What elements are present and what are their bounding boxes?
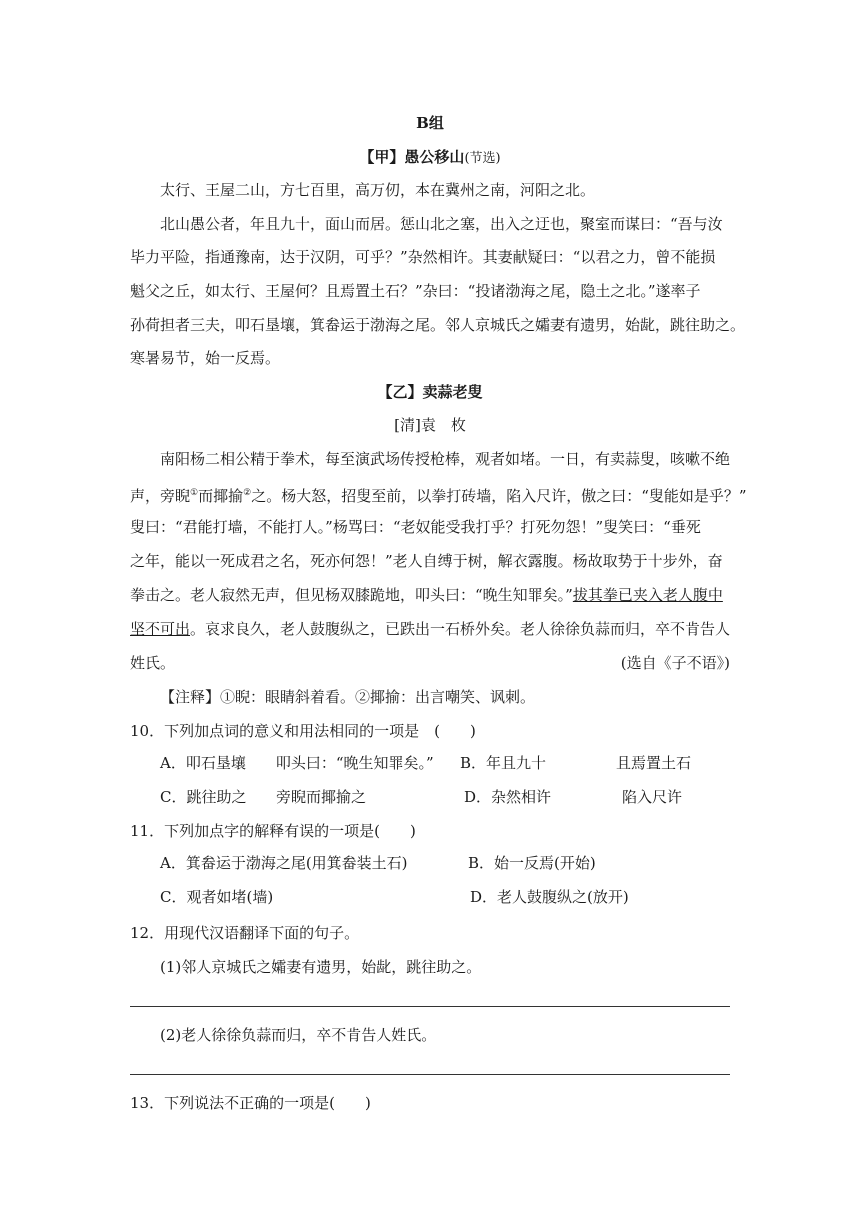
passage-a-p1: 太行、王屋二山，方七百里，高万仞，本在冀州之南，河阳之北。 [160,181,596,199]
text-span: 而揶揄 [198,487,244,505]
passage-a-p2-line1: 北山愚公者，年且九十，面山而居。惩山北之塞，出入之迂也，聚室而谋曰：“吾与汝 [160,215,723,233]
q12-sentence-1: (1)邻人京城氏之孀妻有遗男，始龀，跳往助之。 [160,958,482,976]
q11-option-a: A．箕畚运于渤海之尾(用箕畚装土石) [160,854,408,872]
passage-a-title: 愚公移山 [404,148,465,166]
group-title: B组 [416,114,444,132]
q10-option-b2: 且焉置土石 [616,754,692,772]
q10-option-b1: B．年且九十 [460,754,547,772]
q12-stem: 12．用现代汉语翻译下面的句子。 [130,924,360,942]
underlined-sentence-part1: 拔其拳已夹入老人腹中 [572,586,723,604]
passage-b-line1: 南阳杨二相公精于拳术，每至演武场传授枪棒，观者如堵。一日，有卖蒜叟，咳嗽不绝 [160,450,731,468]
footnote-mark-2: ② [243,488,252,498]
passage-b-title: 卖蒜老叟 [422,383,483,401]
passage-a-bracket: 【甲】 [359,148,405,166]
q10-option-a: A．叩石垦壤 叩头曰：“晚生知罪矣。” [160,754,434,772]
q11-option-d: D．老人鼓腹纵之(放开) [470,888,629,906]
passage-b-line2 [130,482,747,507]
q10-option-d1: D．杂然相许 [464,788,552,806]
q12-sentence-2: (2)老人徐徐负蒜而归，卒不肯告人姓氏。 [160,1026,437,1044]
underlined-sentence-part2: 坚不可出 [130,620,191,638]
footnote-mark-1: ① [190,488,199,498]
passage-a-p2-line2: 毕力平险，指通豫南，达于汉阴，可乎？”杂然相许。其妻献疑曰：“以君之力，曾不能损 [130,248,716,266]
passage-b-bracket: 【乙】 [377,383,423,401]
q11-option-c: C．观者如堵(墙) [160,888,274,906]
text-span: 。哀求良久，老人鼓腹纵之，已跌出一石桥外矣。老人徐徐负蒜而归，卒不肯告人 [190,620,731,638]
text-span: 拳击之。老人寂然无声，但见杨双膝跪地，叩头曰：“晚生知罪矣。” [130,586,573,604]
passage-b-line5 [130,584,730,606]
passage-b-author: [清]袁 枚 [394,416,466,434]
passage-b-line7 [130,652,730,674]
passage-a-p2-line3: 魁父之丘，如太行、王屋何？且焉置土石？”杂曰：“投诸渤海之尾，隐土之北。”遂率子 [130,282,701,300]
answer-line-2[interactable] [130,1074,730,1075]
answer-line-1[interactable] [130,1006,730,1007]
q11-option-b: B．始一反焉(开始) [468,854,596,872]
passage-b-line6 [130,618,730,640]
q10-option-c1: C．跳往助之 [160,788,247,806]
text-span: 姓氏。 [130,654,176,672]
source-citation: (选自《子不语》) [620,654,730,672]
passage-a-p2-line5: 寒暑易节，始一反焉。 [130,349,281,367]
q10-option-c2: 旁睨而揶揄之 [276,788,367,806]
passage-a-note: (节选) [464,151,501,166]
passage-a-p2-line4: 孙荷担者三夫，叩石垦壤，箕畚运于渤海之尾。邻人京城氏之孀妻有遗男，始龀，跳往助之。 [130,316,746,334]
passage-a-heading [130,146,730,170]
q10-stem: 10．下列加点词的意义和用法相同的一项是 ( ) [130,722,476,740]
text-span: 声，旁睨 [130,487,191,505]
footnotes: 【注释】①睨：眼睛斜着看。②揶揄：出言嘲笑、讽刺。 [160,688,536,706]
passage-b-line4: 之年，能以一死成君之名，死亦何怨！”老人自缚于树，解衣露腹。杨故取势于十步外，奋 [130,552,723,570]
q13-stem: 13．下列说法不正确的一项是( ) [130,1094,371,1112]
passage-b-heading [130,381,730,403]
q11-stem: 11．下列加点字的解释有误的一项是( ) [130,822,416,840]
passage-b-line3: 叟曰：“君能打墙，不能打人。”杨骂曰：“老奴能受我打乎？打死勿怨！”叟笑曰：“垂死 [130,518,701,536]
text-span: 之。杨大怒，招叟至前，以拳打砖墙，陷入尺许，傲之曰：“叟能如是乎？” [251,487,747,505]
q10-option-d2: 陷入尺许 [622,788,683,806]
